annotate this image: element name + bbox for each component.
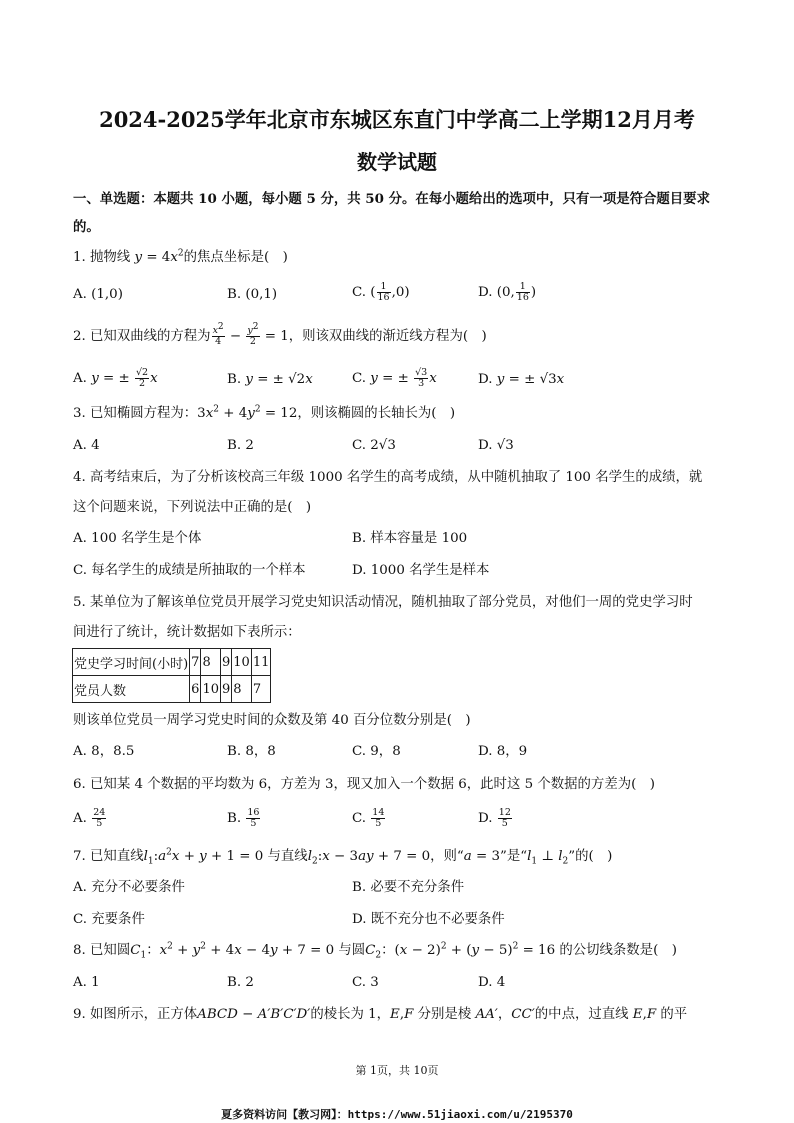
q4-option-d: D. 1000 名学生是样本 — [352, 563, 490, 578]
q5-option-a: A. 8，8.5 — [73, 744, 135, 759]
section-heading-cont: 的。 — [73, 219, 100, 235]
table-cell: 8 — [232, 676, 252, 703]
source-banner: 夏多资料访问【教习网】：https://www.51jiaoxi.com/u/2195370 — [221, 1108, 573, 1121]
question-7: 7. 已知直线$l_1:a^2x + y + 1 = 0$ 与直线$l_2:x - 3ay + 7 = 0$，则“a = 3”是“$l_1$ ⊥ $l_2$”的( ) — [73, 847, 613, 867]
q4-option-b: B. 样本容量是 100 — [352, 531, 468, 546]
q6-option-a: A. $\frac{24}{5}$ — [73, 807, 106, 829]
q8-option-b: B. 2 — [227, 975, 254, 990]
question-4-cont: 这个问题来说，下列说法中正确的是( ) — [73, 500, 312, 515]
q2-option-b: B. y = ± √2x — [227, 372, 313, 387]
exam-title: 2024-2025学年北京市东城区东直门中学高二上学期12月月考 — [99, 107, 695, 132]
table-cell: 9 — [220, 649, 231, 676]
question-2: 2. 已知双曲线的方程为 $\frac{x^2}{4}$ − $\frac{y^2}{2}$ = 1，则该双曲线的渐近线方程为( ) — [73, 321, 487, 347]
q7-option-c: C. 充要条件 — [73, 912, 145, 927]
q3-option-d: D. √3 — [478, 438, 514, 453]
question-5-ask: 则该单位党员一周学习党史时间的众数及第 40 百分位数分别是( ) — [73, 713, 471, 728]
section-heading: 一、单选题：本题共 10 小题，每小题 5 分，共 50 分。在每小题给出的选项中，只有一项是符合题目要求 — [73, 191, 710, 207]
question-5: 5. 某单位为了解该单位党员开展学习党史知识活动情况，随机抽取了部分党员，对他们一周的党史学习时 — [73, 595, 693, 610]
q6-option-b: B. $\frac{16}{5}$ — [227, 807, 260, 829]
q2-option-c: C. y = ± $\frac{√3}{3}$ x — [352, 367, 437, 389]
table-cell: 7 — [251, 676, 271, 703]
q8-option-a: A. 1 — [73, 975, 100, 990]
question-1: 1. 抛物线 $y = 4x^2$的焦点坐标是( ) — [73, 248, 288, 265]
table-row — [73, 676, 271, 703]
q5-option-d: D. 8，9 — [478, 744, 528, 759]
question-9: 9. 如图所示，正方体ABCD − A′B′C′D′的棱长为 1，E,F 分别是棱 AA′，CC′的中点，过直线 E,F 的平 — [73, 1007, 688, 1022]
question-8: 8. 已知圆$C_1$：$x^2 + y^2 + 4x - 4y + 7 = 0$ 与圆$C_2$：$(x - 2)^2 + (y - 5)^2 = 16$ 的公切线条数是( ) — [73, 941, 677, 961]
q5-option-c: C. 9，8 — [352, 744, 401, 759]
q2-option-d: D. y = ± √3x — [478, 372, 565, 387]
q6-option-d: D. $\frac{12}{5}$ — [478, 807, 511, 829]
question-4: 4. 高考结束后，为了分析该校高三年级 1000 名学生的高考成绩，从中随机抽取了 100 名学生的成绩，就 — [73, 470, 703, 485]
q8-option-c: C. 3 — [352, 975, 379, 990]
q4-option-c: C. 每名学生的成绩是所抽取的一个样本 — [73, 563, 306, 578]
q1-option-b: B. (0,1) — [227, 287, 278, 302]
table-cell: 6 — [190, 676, 201, 703]
table-row — [73, 649, 271, 676]
table-cell: 党员人数 — [73, 676, 190, 703]
q2-option-a: A. y = ± $\frac{√2}{2}$ x — [73, 367, 158, 389]
q3-option-a: A. 4 — [73, 438, 100, 453]
q4-option-a: A. 100 名学生是个体 — [73, 531, 202, 546]
study-time-table — [72, 648, 271, 703]
exam-subject: 数学试题 — [357, 150, 437, 174]
q5-option-b: B. 8，8 — [227, 744, 276, 759]
question-6: 6. 已知某 4 个数据的平均数为 6，方差为 3，现又加入一个数据 6，此时这 5 个数据的方差为( ) — [73, 777, 655, 792]
q3-option-c: C. 2√3 — [352, 438, 396, 453]
table-cell: 10 — [232, 649, 252, 676]
question-5-cont: 间进行了统计，统计数据如下表所示： — [73, 625, 301, 640]
q7-option-b: B. 必要不充分条件 — [352, 880, 465, 895]
q7-option-a: A. 充分不必要条件 — [73, 880, 185, 895]
q3-option-b: B. 2 — [227, 438, 254, 453]
table-cell: 9 — [220, 676, 231, 703]
q1-option-c: C. ( $\frac{1}{16}$ ,0) — [352, 281, 410, 303]
q1-option-d: D. (0, $\frac{1}{16}$ ) — [478, 281, 537, 303]
table-cell: 党史学习时间(小时) — [73, 649, 190, 676]
table-cell: 10 — [201, 676, 221, 703]
page-number: 第 1页，共 10页 — [355, 1064, 439, 1077]
table-cell: 8 — [201, 649, 221, 676]
q7-option-d: D. 既不充分也不必要条件 — [352, 912, 505, 927]
table-cell: 11 — [251, 649, 271, 676]
q6-option-c: C. $\frac{14}{5}$ — [352, 807, 385, 829]
q8-option-d: D. 4 — [478, 975, 506, 990]
table-cell: 7 — [190, 649, 201, 676]
question-3: 3. 已知椭圆方程为：$3x^2 + 4y^2 = 12$，则该椭圆的长轴长为( ) — [73, 404, 456, 421]
q1-option-a: A. (1,0) — [73, 287, 123, 302]
